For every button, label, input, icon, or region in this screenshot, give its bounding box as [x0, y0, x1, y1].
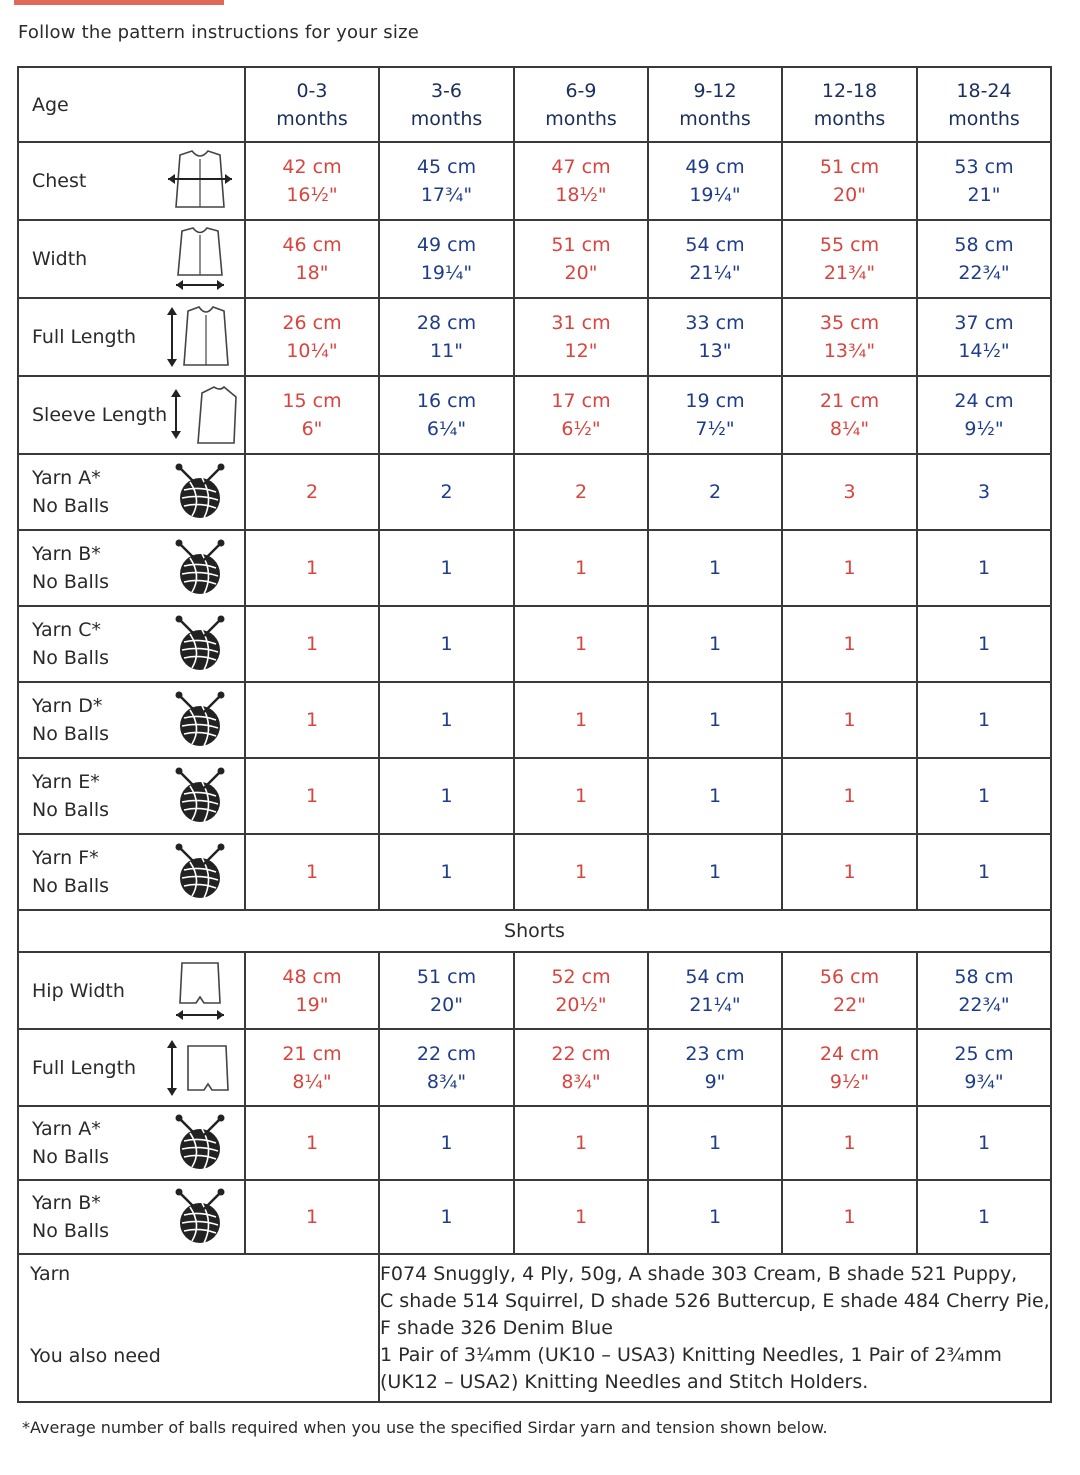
yarn-label-cell [18, 758, 245, 834]
measurement-cell [648, 298, 782, 376]
measurement-cell [245, 952, 379, 1029]
age-label-cell [18, 67, 245, 142]
yarn-name: Yarn A* [32, 1118, 101, 1140]
ball-count-cell: 1 [379, 606, 514, 682]
yarn-info-text [379, 1254, 1051, 1402]
yarn-info-line: F074 Snuggly, 4 Ply, 50g, A shade 303 Cream, B shade 521 Puppy, [380, 1262, 1018, 1285]
yarn-balls-label: No Balls [32, 799, 110, 821]
measurement-cell [917, 298, 1051, 376]
measurement-cell [514, 952, 648, 1029]
ball-count-cell: 1 [648, 834, 782, 910]
value-cm: 26 cm [282, 312, 342, 334]
measurement-cell [648, 1029, 782, 1106]
value-inches: 21¾" [823, 262, 876, 284]
ball-count-cell: 1 [782, 1106, 917, 1180]
yarn-info-label-cell [18, 1254, 379, 1402]
yarn-name: Yarn A* [32, 467, 101, 489]
yarn-name: Yarn C* [32, 619, 101, 641]
intro-text: Follow the pattern instructions for your size [18, 22, 420, 43]
yarn-balls-label: No Balls [32, 723, 110, 745]
value-inches: 21¼" [689, 262, 741, 284]
measurement-cell [782, 376, 917, 454]
value-cm: 16 cm [416, 390, 477, 412]
value-inches: 13¾" [823, 340, 876, 362]
value-inches: 18" [295, 262, 329, 284]
value-cm: 19 cm [685, 390, 745, 412]
yarn-label [32, 616, 109, 672]
yarn-label-cell [18, 454, 245, 530]
value-cm: 54 cm [685, 965, 745, 988]
value-cm: 21 cm [282, 1042, 342, 1065]
yarn-row [18, 682, 1051, 758]
yarn-ball-icon [162, 764, 238, 828]
value-inches: 20½" [555, 993, 607, 1016]
ball-count-cell: 1 [514, 1106, 648, 1180]
ball-count-cell: 1 [245, 758, 379, 834]
value-cm: 22 cm [416, 1042, 477, 1065]
yarn-name: Yarn D* [32, 695, 103, 717]
yarn-name: Yarn F* [32, 847, 99, 869]
value-inches: 20" [430, 993, 463, 1016]
ball-count-cell: 1 [648, 758, 782, 834]
yarn-label-cell [18, 834, 245, 910]
value-inches: 7½" [695, 418, 735, 440]
value-inches: 20" [833, 184, 866, 206]
value-cm: 33 cm [685, 312, 745, 334]
yarn-balls-label: No Balls [32, 1146, 110, 1168]
measurement-row [18, 142, 1051, 220]
ball-count-cell: 1 [648, 606, 782, 682]
yarn-ball-icon [162, 460, 238, 524]
value-inches: 21" [967, 184, 1001, 206]
measurement-cell [379, 952, 514, 1029]
ball-count-cell: 1 [917, 530, 1051, 606]
measurement-label-cell [18, 298, 245, 376]
ball-count-cell: 1 [379, 834, 514, 910]
measurement-label-cell [18, 376, 245, 454]
yarn-label [32, 768, 109, 824]
measurement-label-cell [18, 220, 245, 298]
value-cm: 54 cm [685, 234, 745, 256]
ball-count-cell: 1 [245, 1180, 379, 1254]
measurement-cell [379, 142, 514, 220]
ball-count-cell: 1 [782, 834, 917, 910]
ball-count-cell: 1 [245, 682, 379, 758]
value-cm: 46 cm [282, 234, 342, 256]
ball-count-cell: 1 [648, 1180, 782, 1254]
ball-count-cell: 1 [514, 606, 648, 682]
yarn-label [32, 692, 109, 748]
yarn-balls-label: No Balls [32, 1220, 110, 1242]
value-cm: 25 cm [954, 1042, 1014, 1065]
yarn-ball-icon [162, 840, 238, 904]
measurement-cell [782, 1029, 917, 1106]
measurement-cell [648, 142, 782, 220]
measurement-cell [379, 298, 514, 376]
ball-count-cell: 1 [917, 834, 1051, 910]
value-inches: 9½" [829, 1070, 870, 1093]
ball-count-cell: 1 [514, 834, 648, 910]
measurement-row [18, 298, 1051, 376]
ball-count-cell: 1 [782, 530, 917, 606]
measurement-row [18, 220, 1051, 298]
age-header-cell [379, 67, 514, 142]
measurement-cell [782, 952, 917, 1029]
ball-count-cell: 1 [917, 1106, 1051, 1180]
measurement-label-cell [18, 952, 245, 1029]
value-inches: 13" [698, 340, 732, 362]
value-inches: 6¼" [426, 418, 467, 440]
age-range: 0-3 [296, 79, 328, 102]
value-inches: 19¼" [420, 262, 473, 284]
yarn-row [18, 606, 1051, 682]
value-inches: 9¾" [964, 1070, 1004, 1093]
row-label: Width [32, 248, 88, 270]
value-inches: 8¼" [292, 1070, 332, 1093]
age-range: 18-24 [956, 79, 1012, 102]
value-inches: 10¼" [286, 340, 338, 362]
value-inches: 22" [833, 993, 866, 1016]
yarn-label-cell [18, 682, 245, 758]
row-label: Sleeve Length [32, 404, 168, 426]
age-unit: months [948, 107, 1020, 130]
yarn-row [18, 758, 1051, 834]
yarn-label-cell [18, 606, 245, 682]
ball-count-cell: 3 [782, 454, 917, 530]
ball-count-cell: 1 [245, 1106, 379, 1180]
value-cm: 58 cm [954, 234, 1014, 256]
ball-count-cell: 1 [917, 1180, 1051, 1254]
value-inches: 9" [704, 1070, 726, 1093]
ball-count-cell: 1 [782, 758, 917, 834]
measurement-label-cell [18, 142, 245, 220]
measurement-cell [648, 220, 782, 298]
ball-count-cell: 1 [245, 530, 379, 606]
value-cm: 47 cm [551, 156, 611, 178]
measurement-cell [514, 220, 648, 298]
value-inches: 22¾" [958, 262, 1010, 284]
yarn-ball-icon [162, 612, 238, 676]
measurement-cell [917, 1029, 1051, 1106]
measurement-cell [514, 142, 648, 220]
age-unit: months [545, 107, 617, 130]
header-accent-strip [14, 0, 224, 5]
hip-width-icon [162, 959, 238, 1023]
value-inches: 6" [301, 418, 323, 440]
value-inches: 9½" [964, 418, 1004, 440]
value-cm: 51 cm [416, 965, 477, 988]
value-inches: 16½" [286, 184, 338, 206]
yarn-label [32, 464, 109, 520]
age-header-cell [648, 67, 782, 142]
yarn-label-cell [18, 1106, 245, 1180]
yarn-balls-label: No Balls [32, 647, 110, 669]
measurement-cell [514, 1029, 648, 1106]
value-cm: 28 cm [416, 312, 477, 334]
measurement-cell [917, 220, 1051, 298]
value-cm: 15 cm [282, 390, 342, 412]
measurement-cell [648, 952, 782, 1029]
value-cm: 48 cm [282, 965, 342, 988]
yarn-row [18, 530, 1051, 606]
age-unit: months [813, 107, 886, 130]
measurement-cell [917, 142, 1051, 220]
ball-count-cell: 1 [917, 758, 1051, 834]
measurement-cell [917, 376, 1051, 454]
measurement-cell [379, 376, 514, 454]
value-inches: 8¾" [561, 1070, 601, 1093]
age-row [18, 67, 1051, 142]
yarn-label: Yarn [30, 1263, 71, 1285]
measurement-cell [379, 220, 514, 298]
value-inches: 8¼" [829, 418, 870, 440]
yarn-info-row [18, 1254, 1051, 1402]
footnote: *Average number of balls required when you use the specified Sirdar yarn and tension shown below. [22, 1418, 828, 1437]
yarn-name: Yarn B* [32, 543, 101, 565]
value-cm: 42 cm [282, 156, 342, 178]
measurement-cell [514, 376, 648, 454]
ball-count-cell: 1 [379, 1106, 514, 1180]
value-cm: 55 cm [819, 234, 880, 256]
yarn-ball-icon [162, 1185, 238, 1249]
garment-length-icon [162, 305, 238, 369]
value-inches: 19" [295, 993, 329, 1016]
ball-count-cell: 1 [514, 530, 648, 606]
ball-count-cell: 1 [245, 606, 379, 682]
value-cm: 45 cm [416, 156, 477, 178]
ball-count-cell: 1 [917, 606, 1051, 682]
ball-count-cell: 1 [514, 758, 648, 834]
value-cm: 31 cm [551, 312, 611, 334]
ball-count-cell: 1 [514, 1180, 648, 1254]
size-table [17, 66, 1052, 1403]
ball-count-cell: 2 [648, 454, 782, 530]
yarn-row [18, 454, 1051, 530]
row-label: Hip Width [32, 979, 125, 1002]
ball-count-cell: 2 [514, 454, 648, 530]
measurement-cell [782, 142, 917, 220]
ball-count-cell: 3 [917, 454, 1051, 530]
value-inches: 17¾" [420, 184, 473, 206]
yarn-ball-icon [162, 1111, 238, 1175]
measurement-row [18, 376, 1051, 454]
measurement-row [18, 1029, 1051, 1106]
yarn-info-line: F shade 326 Denim Blue [380, 1316, 613, 1339]
ball-count-cell: 1 [782, 606, 917, 682]
value-inches: 18½" [555, 184, 607, 206]
ball-count-cell: 1 [917, 682, 1051, 758]
age-header-cell [782, 67, 917, 142]
yarn-label-cell [18, 530, 245, 606]
yarn-row [18, 1106, 1051, 1180]
measurement-cell [514, 298, 648, 376]
yarn-name: Yarn B* [32, 1192, 101, 1214]
value-cm: 24 cm [819, 1042, 880, 1065]
ball-count-cell: 1 [379, 758, 514, 834]
row-label: Age [32, 93, 69, 116]
garment-width-icon [162, 227, 238, 291]
yarn-balls-label: No Balls [32, 495, 110, 517]
ball-count-cell: 1 [782, 682, 917, 758]
yarn-name: Yarn E* [32, 771, 100, 793]
value-inches: 11" [430, 340, 463, 362]
measurement-cell [917, 952, 1051, 1029]
row-label: Chest [32, 170, 87, 192]
value-cm: 35 cm [819, 312, 880, 334]
value-cm: 23 cm [685, 1042, 745, 1065]
value-cm: 51 cm [819, 156, 880, 178]
age-unit: months [679, 107, 751, 130]
age-range: 3-6 [430, 79, 463, 102]
value-cm: 53 cm [954, 156, 1014, 178]
ball-count-cell: 2 [245, 454, 379, 530]
measurement-row [18, 952, 1051, 1029]
value-cm: 49 cm [416, 234, 477, 256]
value-cm: 52 cm [551, 965, 611, 988]
yarn-label [32, 540, 109, 596]
yarn-info-line: C shade 514 Squirrel, D shade 526 Buttercup, E shade 484 Cherry Pie, [380, 1289, 1050, 1312]
value-cm: 58 cm [954, 965, 1014, 988]
ball-count-cell: 1 [782, 1180, 917, 1254]
ball-count-cell: 1 [648, 1106, 782, 1180]
age-range: 12-18 [821, 79, 878, 102]
ball-count-cell: 1 [379, 1180, 514, 1254]
value-cm: 21 cm [819, 390, 880, 412]
age-unit: months [410, 107, 483, 130]
yarn-label [32, 844, 109, 900]
age-header-cell [245, 67, 379, 142]
age-range: 6-9 [565, 79, 597, 102]
chest-width-icon [162, 149, 238, 213]
yarn-label [32, 1115, 109, 1171]
value-inches: 6½" [561, 418, 601, 440]
section-row [18, 910, 1051, 952]
value-cm: 37 cm [954, 312, 1014, 334]
age-unit: months [276, 107, 348, 130]
value-cm: 49 cm [685, 156, 745, 178]
measurement-cell [782, 220, 917, 298]
value-cm: 24 cm [954, 390, 1014, 412]
value-inches: 20" [564, 262, 598, 284]
ball-count-cell: 2 [379, 454, 514, 530]
yarn-label-cell [18, 1180, 245, 1254]
value-inches: 19¼" [689, 184, 741, 206]
ball-count-cell: 1 [514, 682, 648, 758]
value-inches: 22¾" [958, 993, 1010, 1016]
ball-count-cell: 1 [648, 682, 782, 758]
measurement-cell [379, 1029, 514, 1106]
row-label: Full Length [32, 326, 137, 348]
sleeve-length-icon [162, 383, 238, 447]
yarn-row [18, 1180, 1051, 1254]
row-label: Full Length [32, 1056, 137, 1079]
value-cm: 56 cm [819, 965, 880, 988]
yarn-info-line: 1 Pair of 3¼mm (UK10 – USA3) Knitting Needles, 1 Pair of 2¾mm [380, 1343, 1002, 1366]
age-header-cell [917, 67, 1051, 142]
value-cm: 51 cm [551, 234, 611, 256]
shorts-length-icon [162, 1036, 238, 1100]
yarn-balls-label: No Balls [32, 875, 110, 897]
yarn-row [18, 834, 1051, 910]
yarn-ball-icon [162, 688, 238, 752]
also-need-label: You also need [30, 1345, 161, 1367]
section-heading-shorts: Shorts [18, 910, 1051, 952]
value-inches: 8¾" [426, 1070, 467, 1093]
value-inches: 14½" [958, 340, 1010, 362]
value-inches: 21¼" [689, 993, 741, 1016]
measurement-cell [245, 376, 379, 454]
measurement-cell [245, 1029, 379, 1106]
ball-count-cell: 1 [379, 682, 514, 758]
measurement-cell [245, 142, 379, 220]
measurement-cell [648, 376, 782, 454]
yarn-ball-icon [162, 536, 238, 600]
measurement-cell [245, 220, 379, 298]
value-cm: 22 cm [551, 1042, 611, 1065]
ball-count-cell: 1 [245, 834, 379, 910]
value-inches: 12" [564, 340, 598, 362]
yarn-info-line: (UK12 – USA2) Knitting Needles and Stitch Holders. [380, 1370, 869, 1393]
ball-count-cell: 1 [379, 530, 514, 606]
value-cm: 17 cm [551, 390, 611, 412]
measurement-label-cell [18, 1029, 245, 1106]
ball-count-cell: 1 [648, 530, 782, 606]
measurement-cell [782, 298, 917, 376]
age-range: 9-12 [693, 79, 737, 102]
age-header-cell [514, 67, 648, 142]
measurement-cell [245, 298, 379, 376]
yarn-balls-label: No Balls [32, 571, 110, 593]
yarn-label [32, 1189, 109, 1245]
